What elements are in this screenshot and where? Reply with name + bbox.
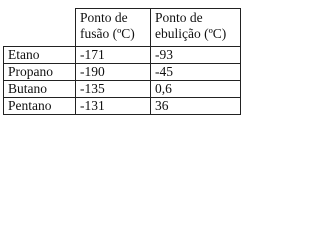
header-melting-line1: Ponto de bbox=[80, 10, 128, 25]
row-name: Propano bbox=[4, 64, 76, 81]
page bbox=[0, 0, 250, 129]
table-row bbox=[4, 98, 241, 115]
data-table bbox=[3, 8, 241, 115]
header-boiling-point bbox=[151, 9, 241, 47]
melting-cell: -135 bbox=[76, 81, 151, 98]
boiling-cell: -93 bbox=[151, 47, 241, 64]
header-melting-line2: fusão (ºC) bbox=[80, 26, 135, 41]
header-boiling-line1: Ponto de bbox=[155, 10, 203, 25]
melting-cell: -190 bbox=[76, 64, 151, 81]
table-row bbox=[4, 47, 241, 64]
table-row bbox=[4, 64, 241, 81]
header-row bbox=[4, 9, 241, 47]
table-row bbox=[4, 81, 241, 98]
row-name: Etano bbox=[4, 47, 76, 64]
row-name: Butano bbox=[4, 81, 76, 98]
boiling-cell: 0,6 bbox=[151, 81, 241, 98]
header-corner-cell bbox=[4, 9, 76, 47]
melting-cell: -171 bbox=[76, 47, 151, 64]
header-melting-point bbox=[76, 9, 151, 47]
boiling-cell: 36 bbox=[151, 98, 241, 115]
header-boiling-line2: ebulição (ºC) bbox=[155, 26, 227, 41]
row-name: Pentano bbox=[4, 98, 76, 115]
boiling-cell: -45 bbox=[151, 64, 241, 81]
melting-cell: -131 bbox=[76, 98, 151, 115]
